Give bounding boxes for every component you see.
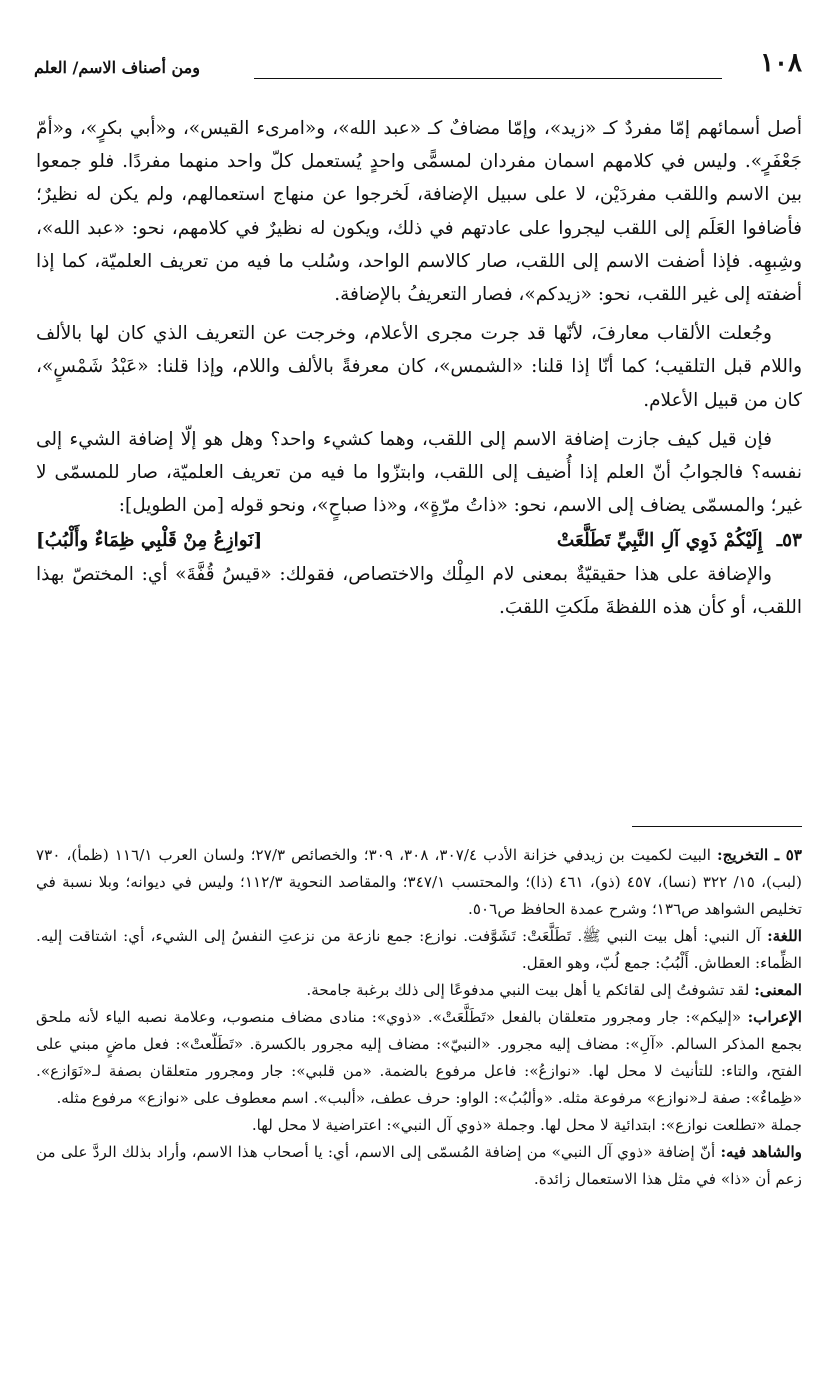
shahid-label: والشاهد فيه: xyxy=(720,1143,803,1161)
page-header xyxy=(34,48,802,92)
verse-number: ٥٣ـ xyxy=(776,530,802,552)
poetry-verse xyxy=(36,524,802,557)
paragraph-1: أصل أسمائهم إمّا مفردٌ كـ «زيد»، وإمّا مضافٌ كـ «عبد الله»، و«امرىء القيس»، و«أبي بكرٍ»، و«أمّ جَعْفَرٍ». وليس في كلامهم اسمان مفردان لمسمًّى واحدٍ يُستعمل كلّ واحد منهما مفردًا. فلو جمعوا بين الاسم واللقب مفردَيْن، لا على سبيل الإضافة، لَخرجوا عن منهاج استعمالهم، ولم يكن له نظيرٌ؛ فأضافوا العَلَم إلى اللقب ليجروا على عادتهم في ذلك، ويكون له نظيرٌ في كلامهم، نحو: «عبد الله»، وشِبهِه. فإذا أضفت الاسم إلى اللقب، صار كالاسم الواحد، وسُلب ما فيه من تعريف العلميّة، كما إذا أضفته إلى غير اللقب، نحو: «زيدكم»، فصار التعريفُ بالإضافة. xyxy=(36,118,802,306)
paragraph-4: والإضافة على هذا حقيقيّةٌ بمعنى لام المِلْك والاختصاص، فقولك: «قيسُ قُفَّةَ» أي: المختصّ بهذا اللقب، أو كأن هذه اللفظةَ ملَكتِ اللقبَ. xyxy=(36,563,802,618)
maana-label: المعنى: xyxy=(754,981,802,999)
footnote-separator xyxy=(632,826,802,827)
footnote-shahid xyxy=(36,1139,802,1193)
footnote-irab xyxy=(36,1004,802,1112)
footnote-takhrij xyxy=(36,842,802,923)
footnote-lugha xyxy=(36,923,802,977)
irab-text: «إليكم»: جار ومجرور متعلقان بالفعل «تَطَلَّعَتْ». «ذوي»: منادى مضاف منصوب، وعلامة نصبه الياء لأنه ملحق بجمع المذكر السالم. «آلِ»: مضاف إليه مجرور. «النبيّ»: مضاف إليه مجرور بالكسرة. «تَطَلّعتْ»: فعل ماضٍ مبني على الفتح، والتاء: للتأنيث لا محل لها. «نوازعُ»: فاعل مرفوع بالضمة. «من قلبي»: جار ومجرور متعلقان بصفة لـ«نَوَازع». «ظِماءٌ»: صفة لـ«نوازع» مرفوعة مثله. «وألبُبُ»: الواو: حرف عطف، «ألبب». اسم معطوف على «نوازع» مرفوع مثله. xyxy=(36,1008,802,1107)
footnote-jumla: جملة «تطلعت نوازع»: ابتدائية لا محل لها. وجملة «ذوي آل النبي»: اعتراضية لا محل لها. xyxy=(251,1116,802,1134)
shahid-text: أنّ إضافة «ذوي آل النبي» من إضافة المُسمّى إلى الاسم، أي: يا أصحاب هذا الاسم، وأراد بذلك الردَّ على من زعم أن «ذا» في مثل هذا الاستعمال زائدة. xyxy=(36,1143,802,1188)
header-rule xyxy=(254,78,722,79)
main-text xyxy=(36,112,802,624)
running-title: ومن أصناف الاسم/ العلم xyxy=(34,58,200,77)
verse-second-hemistich: [نَوازِعُ مِنْ قَلْبِي ظِمَاءٌ وأَلْبُبُ] xyxy=(35,530,263,552)
page-number: ١٠٨ xyxy=(760,48,802,78)
verse-first-hemistich: إِلَيْكُمْ ذَوِي آلِ النَّبِيِّ تَطَلَّعَتْ xyxy=(556,530,763,552)
footnotes xyxy=(36,842,802,1193)
irab-label: الإعراب: xyxy=(747,1008,803,1026)
lugha-text: آل النبي: أهل بيت النبي ﷺ. تَطَلَّعَتْ: تَشَوَّفت. نوازع: جمع نازعة من نزعتِ النفسُ إلى الشيء، أي: اشتاقت إليه. الظِّماء: العطاش. أَلْبُبُ: جمع لُبّ، وهو العقل. xyxy=(36,927,802,972)
footnote-maana xyxy=(36,977,802,1004)
paragraph-3: فإن قيل كيف جازت إضافة الاسم إلى اللقب، وهما كشيء واحد؟ وهل هو إلّا إضافة الشيء إلى نفسه؟ فالجوابُ أنّ العلم إذا أُضيف إلى اللقب، وابتزّوا ما فيه من تعريف العلميّة، صار للمسمّى لا غير؛ والمسمّى يضاف إلى الاسم، نحو: «ذاتُ مرّةٍ»، و«ذا صباحٍ»، ونحو قوله [من الطويل]: xyxy=(36,428,802,517)
paragraph-2: وجُعلت الألقاب معارفَ، لأنّها قد جرت مجرى الأعلام، وخرجت عن التعريف الذي كان لها بالألف واللام قبل التلقيب؛ كما أنّا إذا قلنا: «الشمس»، كان معرفةً بالألف واللام، وإذا قلنا: «عَبْدُ شَمْسٍ»، كان من قبيل الأعلام. xyxy=(36,323,802,411)
lugha-label: اللغة: xyxy=(767,927,803,945)
takhrij-text: البيت لكميت بن زيدفي خزانة الأدب ٣٠٧/٤، ٣٠٨، ٣٠٩؛ والخصائص ٢٧/٣؛ ولسان العرب ١١٦/١ (ظمأ)، ٧٣٠ (لبب)، ١٥/ ٣٢٢ (نسا)، ٤٥٧ (ذو)، ٤٦١ (ذا)؛ والمحتسب ٣٤٧/١؛ والمقاصد النحوية ١١٢/٣؛ وليس في ديوانه؛ وبلا نسبة في تخليص الشواهد ص١٣٦؛ وشرح عمدة الحافظ ص٥٠٦. xyxy=(36,846,802,918)
takhrij-label: ٥٣ ـ التخريج: xyxy=(717,846,803,864)
maana-text: لقد تشوفتُ إلى لقائكم يا أهل بيت النبي مدفوعًا إلى ذلك برغبة جامحة. xyxy=(306,981,750,999)
